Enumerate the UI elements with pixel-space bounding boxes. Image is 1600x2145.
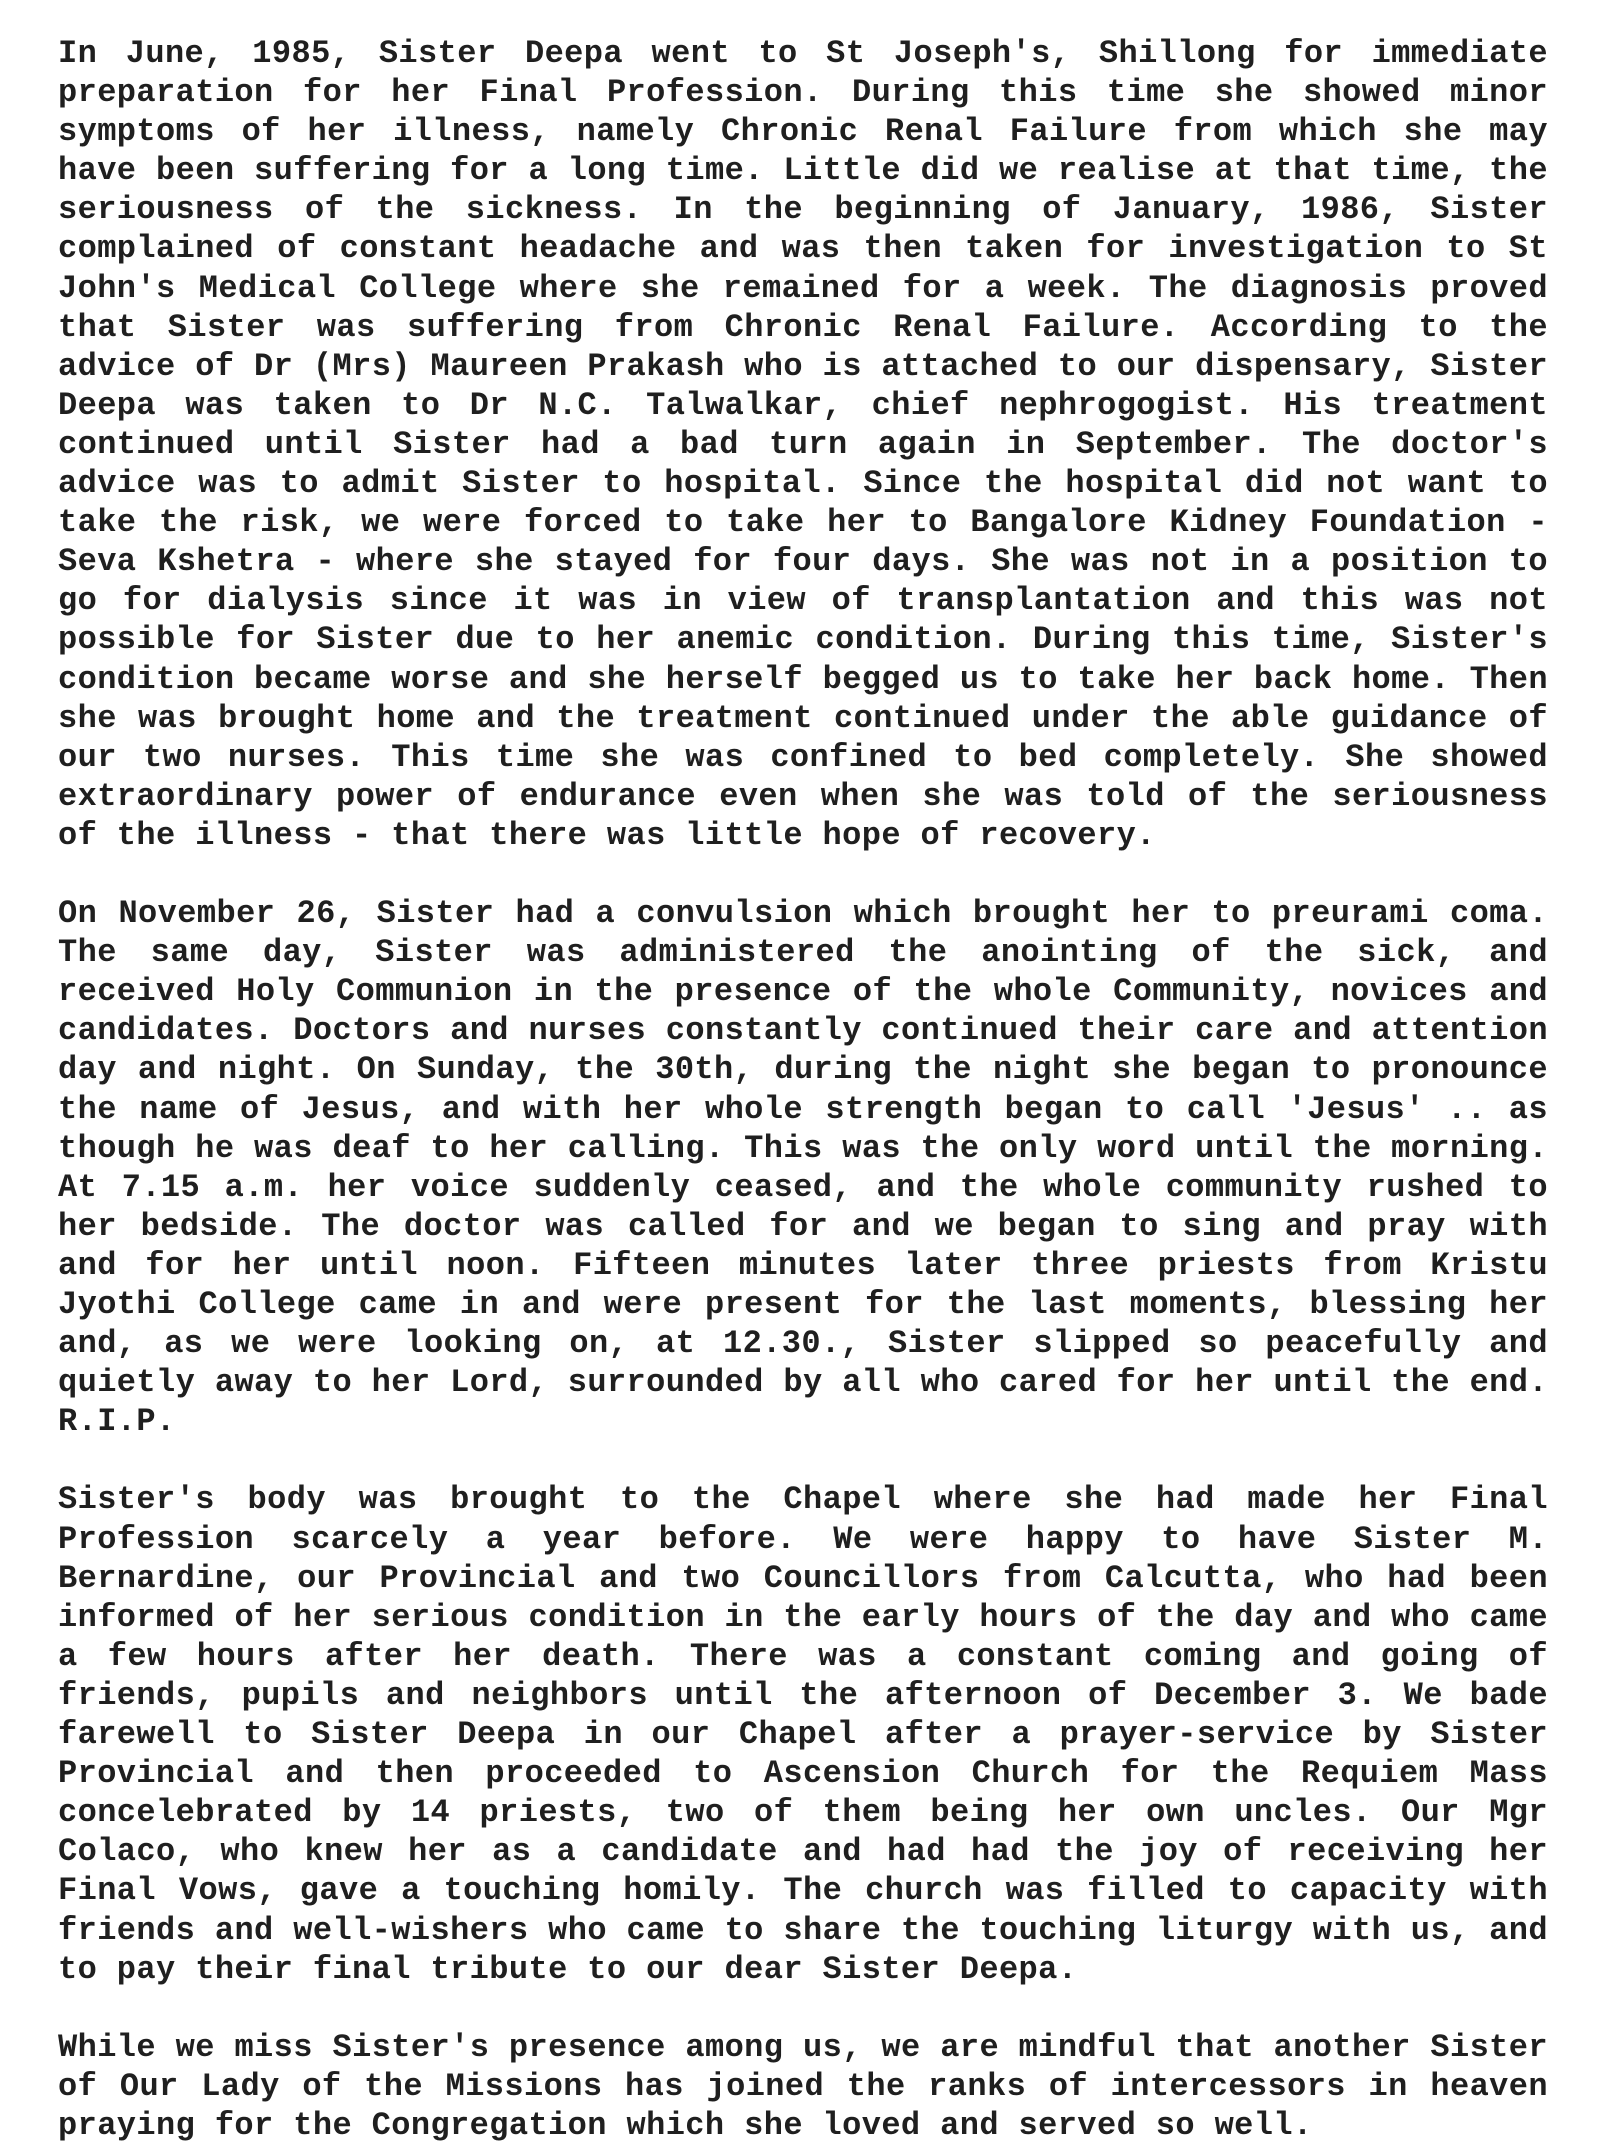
- paragraph-illness: In June, 1985, Sister Deepa went to St Joseph's, Shillong for immediate preparation for her Final Profession. During this time she showed minor symptoms of her illness, namely Chronic Renal Failure from which she may have been suffering for a long time. Little did we realise at that time, the seriousness of the sickness. In the beginning of January, 1986, Sister complained of constant headache and was then taken for investigation to St John's Medical College where she remained for a week. The diagnosis proved that Sister was suffering from Chronic Renal Failure. According to the advice of Dr (Mrs) Maureen Prakash who is attached to our dispensary, Sister Deepa was taken to Dr N.C. Talwalkar, chief nephrogogist. His treatment continued until Sister had a bad turn again in September. The doctor's advice was to admit Sister to hospital. Since the hospital did not want to take the risk, we were forced to take her to Bangalore Kidney Foundation - Seva Kshetra - where she stayed for four days. She was not in a position to go for dialysis since it was in view of transplantation and this was not possible for Sister due to her anemic condition. During this time, Sister's condition became worse and she herself begged us to take her back home. Then she was brought home and the treatment continued under the able guidance of our two nurses. This time she was confined to bed completely. She showed extraordinary power of endurance even when she was told of the seriousness of the illness - that there was little hope of recovery.: [58, 35, 1548, 854]
- document-page: [58, 34, 1548, 2145]
- paragraph-final-days: On November 26, Sister had a convulsion which brought her to preurami coma. The same day, Sister was administered the anointing of the sick, and received Holy Communion in the presence of the whole Community, novices and candidates. Doctors and nurses constantly continued their care and attention day and night. On Sunday, the 30th, during the night she began to pronounce the name of Jesus, and with her whole strength began to call 'Jesus' .. as though he was deaf to her calling. This was the only word until the morning. At 7.15 a.m. her voice suddenly ceased, and the whole community rushed to her bedside. The doctor was called for and we began to sing and pray with and for her until noon. Fifteen minutes later three priests from Kristu Jyothi College came in and were present for the last moments, blessing her and, as we were looking on, at 12.30., Sister slipped so peacefully and quietly away to her Lord, surrounded by all who cared for her until the end. R.I.P.: [58, 895, 1548, 1441]
- paragraph-closing: While we miss Sister's presence among us, we are mindful that another Sister of Our Lady of the Missions has joined the ranks of intercessors in heaven praying for the Congregation which she loved and served so well.: [58, 2028, 1548, 2144]
- paragraph-funeral: Sister's body was brought to the Chapel where she had made her Final Profession scarcely a year before. We were happy to have Sister M. Bernardine, our Provincial and two Councillors from Calcutta, who had been informed of her serious condition in the early hours of the day and who came a few hours after her death. There was a constant coming and going of friends, pupils and neighbors until the afternoon of December 3. We bade farewell to Sister Deepa in our Chapel after a prayer-service by Sister Provincial and then proceeded to Ascension Church for the Requiem Mass concelebrated by 14 priests, two of them being her own uncles. Our Mgr Colaco, who knew her as a candidate and had had the joy of receiving her Final Vows, gave a touching homily. The church was filled to capacity with friends and well-wishers who came to share the touching liturgy with us, and to pay their final tribute to our dear Sister Deepa.: [58, 1481, 1548, 1988]
